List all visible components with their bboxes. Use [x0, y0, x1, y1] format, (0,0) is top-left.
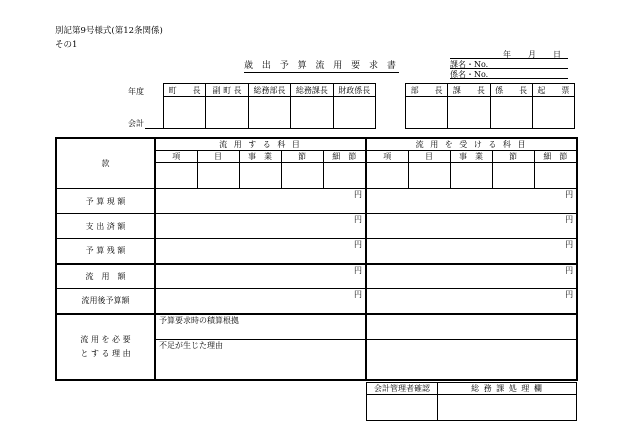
input-cell[interactable]: [197, 163, 239, 189]
approval-stamp-cell[interactable]: [248, 97, 290, 129]
amount-to[interactable]: 円: [366, 189, 577, 214]
reason-shortage-field[interactable]: 不足が生じた理由: [155, 340, 366, 380]
general-affairs-header: 総 務 課 処 理 欄: [438, 383, 577, 395]
section-no-label: 課名・No.: [450, 60, 489, 69]
accountant-confirm-cell[interactable]: [367, 395, 438, 421]
col-kou-from: 項: [155, 151, 197, 163]
approval-stamp-cell[interactable]: [532, 97, 574, 129]
reason-basis-field[interactable]: 予算要求時の積算根拠: [155, 314, 366, 340]
accounting-label: 会計: [128, 119, 144, 128]
col-kou-to: 項: [366, 151, 408, 163]
amount-from[interactable]: 円: [155, 214, 366, 239]
amount-from[interactable]: 円: [155, 289, 366, 314]
amount-to[interactable]: 円: [366, 214, 577, 239]
kan-header: 款: [56, 138, 155, 189]
input-cell[interactable]: [366, 163, 408, 189]
approval-head-mayor: 町 長: [164, 84, 206, 97]
approval-stamp-cell[interactable]: [490, 97, 532, 129]
row-label-remaining: 予 算 残 額: [56, 239, 155, 264]
row-label-after-transfer: 流用後予算額: [56, 289, 155, 314]
input-cell[interactable]: [281, 163, 323, 189]
approval-head-finance-chief: 財政係長: [333, 84, 375, 97]
form-reference: 別記第9号様式(第12条関係): [55, 26, 163, 36]
approval-stamp-cell[interactable]: [448, 97, 490, 129]
row-label-spent: 支 出 済 額: [56, 214, 155, 239]
input-cell[interactable]: [239, 163, 281, 189]
date-day: 日: [553, 50, 561, 59]
col-jigyo-from: 事 業: [239, 151, 281, 163]
date-year: 年: [503, 50, 511, 59]
accounting-underline: [145, 128, 163, 129]
reason-label-line-2: と す る 理 由: [80, 348, 131, 358]
amount-from[interactable]: 円: [155, 239, 366, 264]
footer-table: [366, 382, 577, 421]
col-moku-from: 目: [197, 151, 239, 163]
approval-table-left: [163, 83, 376, 129]
input-cell[interactable]: [534, 163, 577, 189]
input-cell[interactable]: [492, 163, 534, 189]
date-month: 月: [528, 50, 536, 59]
col-setsu-from: 節: [281, 151, 323, 163]
input-cell[interactable]: [155, 163, 197, 189]
fiscal-year-label: 年度: [128, 87, 144, 96]
unit-no-label: 係名・No.: [450, 70, 489, 79]
general-affairs-cell[interactable]: [438, 395, 577, 421]
form-title: 歳 出 予 算 流 用 要 求 書: [244, 58, 399, 73]
approval-head-vice-mayor: 副 町 長: [206, 84, 248, 97]
transfer-from-header: 流 用 す る 科 目: [155, 138, 366, 151]
approval-head-section: 課 長: [448, 84, 490, 97]
approval-head-unit: 係 長: [490, 84, 532, 97]
approval-head-general-director: 総務部長: [248, 84, 290, 97]
col-moku-to: 目: [408, 151, 450, 163]
accountant-confirm-header: 会計管理者確認: [367, 383, 438, 395]
reason-shortage-field-to[interactable]: [366, 340, 577, 380]
reason-label: [56, 314, 155, 380]
input-cell[interactable]: [450, 163, 492, 189]
input-cell[interactable]: [323, 163, 366, 189]
row-label-budget-current: 予 算 現 額: [56, 189, 155, 214]
approval-head-general-chief: 総務課長: [291, 84, 333, 97]
amount-to[interactable]: 円: [366, 264, 577, 289]
unit-underline: [450, 78, 568, 79]
reason-label-line-1: 流 用 を 必 要: [80, 334, 131, 344]
approval-head-drafter: 起 票: [532, 84, 574, 97]
main-table: [55, 137, 578, 381]
approval-stamp-cell[interactable]: [406, 97, 448, 129]
col-saisetsu-to: 細 節: [534, 151, 577, 163]
approval-stamp-cell[interactable]: [333, 97, 375, 129]
approval-stamp-cell[interactable]: [164, 97, 206, 129]
approval-stamp-cell[interactable]: [291, 97, 333, 129]
amount-to[interactable]: 円: [366, 239, 577, 264]
row-label-transfer: 流 用 額: [56, 264, 155, 289]
approval-table-right: [405, 83, 575, 129]
transfer-to-header: 流 用 を 受 け る 科 目: [366, 138, 577, 151]
col-saisetsu-from: 細 節: [323, 151, 366, 163]
col-jigyo-to: 事 業: [450, 151, 492, 163]
amount-from[interactable]: 円: [155, 264, 366, 289]
amount-to[interactable]: 円: [366, 289, 577, 314]
col-setsu-to: 節: [492, 151, 534, 163]
sub-reference: その1: [55, 40, 78, 50]
reason-basis-field-to[interactable]: [366, 314, 577, 340]
approval-stamp-cell[interactable]: [206, 97, 248, 129]
amount-from[interactable]: 円: [155, 189, 366, 214]
input-cell[interactable]: [408, 163, 450, 189]
approval-head-department: 部 長: [406, 84, 448, 97]
